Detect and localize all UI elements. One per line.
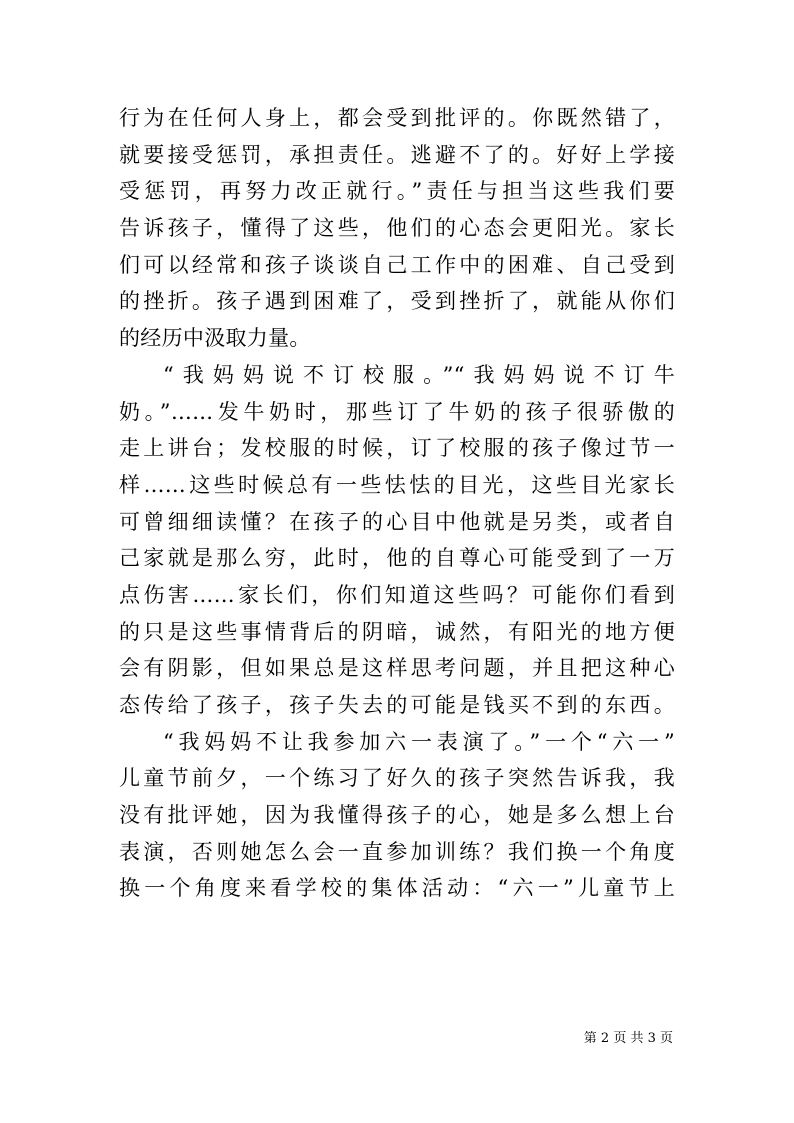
- text-line: 己家就是那么穷，此时，他的自尊心可能受到了一万: [119, 546, 675, 571]
- text-line: 们可以经常和孩子谈谈自己工作中的困难、自己受到: [119, 252, 675, 277]
- text-line: 态传给了孩子，孩子失去的可能是钱买不到的东西。: [119, 693, 675, 717]
- text-line: 的只是这些事情背后的阴暗，诚然，有阳光的地方便: [119, 619, 675, 644]
- text-line: 可曾细细读懂？在孩子的心目中他就是另类，或者自: [119, 509, 675, 534]
- text-line: 告诉孩子，懂得了这些，他们的心态会更阳光。家长: [119, 216, 675, 241]
- text-line: 换一个角度来看学校的集体活动：“六一”儿童节上: [119, 876, 675, 901]
- text-line: 行为在任何人身上，都会受到批评的。你既然错了，: [119, 106, 675, 130]
- text-line: 儿童节前夕，一个练习了好久的孩子突然告诉我，我: [119, 766, 675, 791]
- text-line: “我妈妈不让我参加六一表演了。”一个“六一”: [163, 729, 675, 754]
- text-line: 没有批评她，因为我懂得孩子的心，她是多么想上台: [119, 803, 675, 828]
- text-line: 的经历中汲取力量。: [119, 326, 311, 351]
- text-line: “我妈妈说不订校服。”“我妈妈说不订牛: [163, 362, 675, 387]
- text-line: 奶。”……发牛奶时，那些订了牛奶的孩子很骄傲的: [119, 399, 675, 424]
- text-line: 点伤害……家长们，你们知道这些吗？可能你们看到: [119, 582, 675, 607]
- text-line: 样……这些时候总有一些怯怯的目光，这些目光家长: [119, 472, 675, 497]
- body-text: [119, 100, 675, 907]
- text-line: 会有阴影，但如果总是这样思考问题，并且把这种心: [119, 656, 675, 681]
- text-line: 的挫折。孩子遇到困难了，受到挫折了，就能从你们: [119, 289, 675, 314]
- text-line: 走上讲台；发校服的时候，订了校服的孩子像过节一: [119, 436, 675, 461]
- page-number-footer: 第 2 页 共 3 页: [583, 1031, 673, 1046]
- text-line: 就要接受惩罚，承担责任。逃避不了的。好好上学接: [119, 142, 675, 167]
- text-line: 表演，否则她怎么会一直参加训练？我们换一个角度: [119, 839, 675, 864]
- text-line: 受惩罚，再努力改正就行。”责任与担当这些我们要: [119, 179, 675, 204]
